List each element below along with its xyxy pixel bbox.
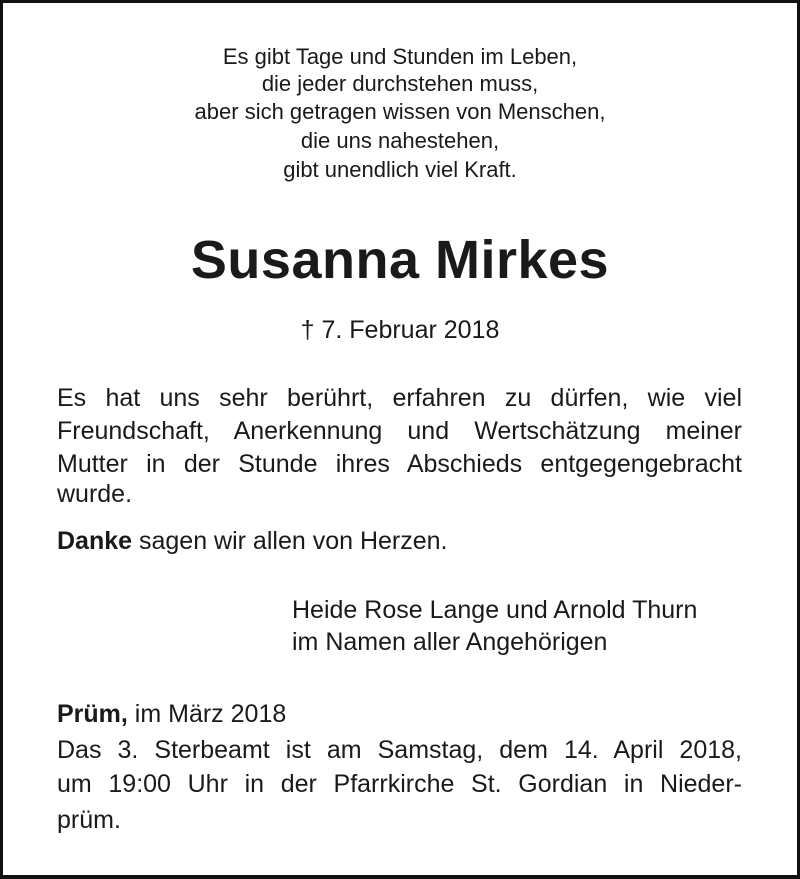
quote-line: aber sich getragen wissen von Menschen,: [194, 99, 606, 124]
quote-line: gibt unendlich viel Kraft.: [283, 157, 517, 182]
service-line: um 19:00 Uhr in der Pfarrkirche St. Gordian in Nieder-: [57, 770, 742, 798]
death-date: † 7. Februar 2018: [300, 316, 500, 344]
quote-line: die uns nahestehen,: [300, 128, 500, 153]
signature-line: Heide Rose Lange und Arnold Thurn: [292, 596, 698, 624]
signature-line: im Namen aller Angehörigen: [292, 628, 608, 656]
place-date-line: [57, 698, 286, 730]
message-line: wurde.: [57, 480, 133, 508]
message-line: Freundschaft, Anerkennung und Wertschätzung meiner: [57, 417, 742, 445]
message-line: Mutter in der Stunde ihres Abschieds entgegengebracht: [57, 450, 742, 478]
thanks-text: sagen wir allen von Herzen.: [132, 527, 448, 555]
thanks-bold: Danke: [57, 527, 133, 555]
thanks-line: [57, 525, 448, 557]
quote-line: die jeder durchstehen muss,: [261, 71, 539, 96]
quote-line: Es gibt Tage und Stunden im Leben,: [222, 44, 578, 69]
message-line: Es hat uns sehr berührt, erfahren zu dürfen, wie viel: [57, 384, 742, 412]
place-bold: Prüm,: [57, 700, 128, 728]
place-text: im März 2018: [127, 700, 287, 728]
service-line: prüm.: [57, 806, 121, 834]
deceased-name: Susanna Mirkes: [190, 230, 610, 290]
service-line: Das 3. Sterbeamt ist am Samstag, dem 14. April 2018,: [57, 736, 742, 764]
